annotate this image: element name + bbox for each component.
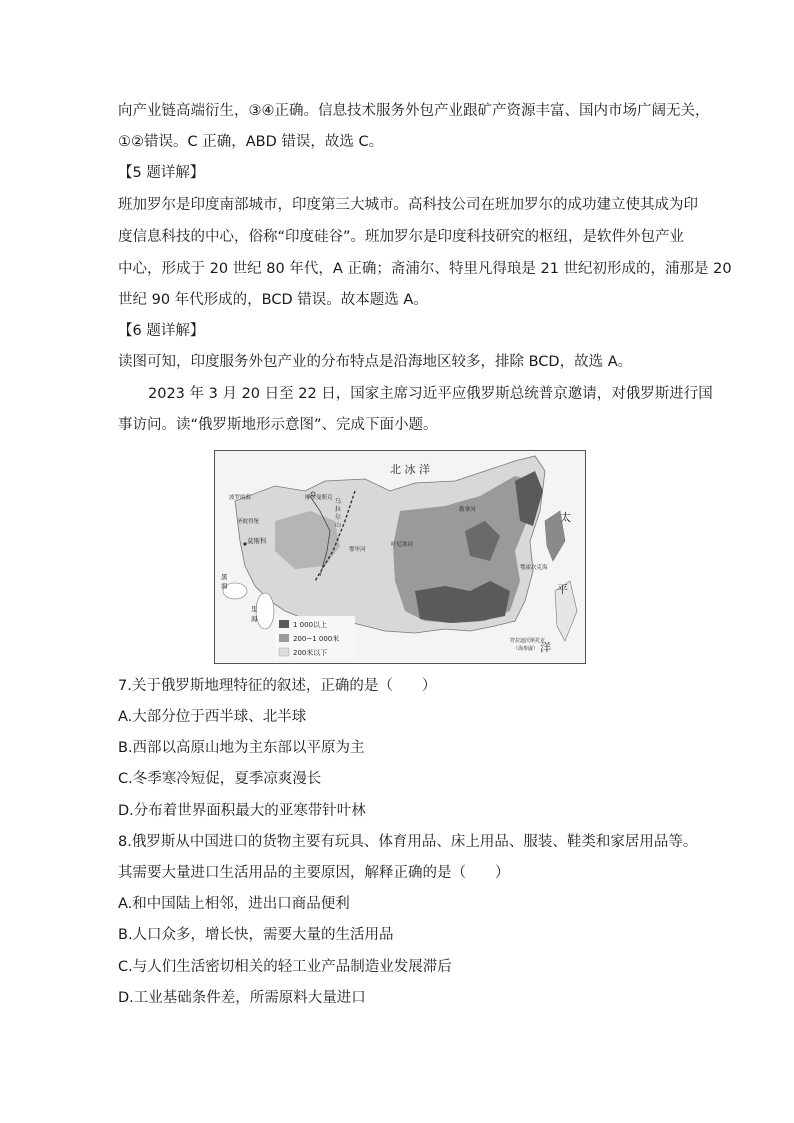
option-7a: A.大部分位于西半球、北半球 — [118, 709, 307, 725]
text-line: 班加罗尔是印度南部城市，印度第三大城市。高科技公司在班加罗尔的成功建立使其成为印 — [118, 197, 698, 213]
label-vladivostok-1: 符拉迪沃斯托克 — [510, 638, 546, 644]
option-8c: C.与人们生活密切相关的轻工业产品制造业发展滞后 — [118, 959, 452, 975]
legend-swatch-low — [279, 648, 289, 656]
text-line: 度信息科技的中心，俗称“印度硅谷”。班加罗尔是印度科技研究的枢纽，是软件外包产业 — [118, 229, 685, 245]
label-ural-3: 尔 — [335, 514, 342, 521]
legend-label-mid: 200~1 000米 — [293, 635, 340, 643]
text-line: 中心，形成于 20 世纪 80 年代，A 正确；斋浦尔、特里凡得琅是 21 世纪初形成的，浦那是 20 — [118, 261, 732, 277]
section-heading-q6: 【6 题详解】 — [118, 323, 205, 339]
legend-swatch-high — [279, 620, 289, 628]
question-7: 7.关于俄罗斯地理特征的叙述，正确的是（ ） — [118, 678, 437, 694]
text-line: 向产业链高端衍生，③④正确。信息技术服务外包产业跟矿产资源丰富、国内市场广阔无关， — [118, 103, 710, 119]
question-8-cont: 其需要大量进口生活用品的主要原因，解释正确的是（ ） — [118, 865, 510, 881]
label-baltic: 波罗的海 — [229, 495, 252, 501]
label-vladivostok-2: （海参崴） — [513, 646, 539, 652]
label-pacific-1: 太 — [560, 511, 571, 524]
label-ural-1: 乌 — [335, 498, 342, 505]
intro-line: 事访问。读“俄罗斯地形示意图”、完成下面小题。 — [118, 417, 438, 433]
label-yenisei-river: 叶尼塞河 — [391, 542, 414, 548]
label-ural-4: 山 — [335, 522, 342, 529]
label-arctic-ocean: 北 冰 洋 — [390, 463, 430, 476]
label-pacific-2: 平 — [557, 583, 568, 596]
text-line: ①②错误。C 正确，ABD 错误，故选 C。 — [118, 134, 384, 150]
label-lena-river: 勒拿河 — [459, 507, 476, 513]
label-moscow: 莫斯科 — [247, 537, 267, 545]
section-heading-q5: 【5 题详解】 — [118, 165, 205, 181]
legend-label-low: 200米以下 — [293, 649, 328, 657]
label-st-petersburg: 圣彼得堡 — [237, 519, 260, 525]
label-black-sea-1: 黑 — [221, 573, 228, 581]
option-8a: A.和中国陆上相邻，进出口商品便利 — [118, 896, 350, 912]
option-7d: D.分布着世界面积最大的亚寒带针叶林 — [118, 803, 366, 819]
label-black-sea-2: 海 — [221, 582, 228, 590]
label-caspian-2: 海 — [251, 615, 258, 623]
label-ob-river: 鄂毕河 — [349, 547, 366, 553]
option-8d: D.工业基础条件差，所需原料大量进口 — [118, 990, 366, 1006]
russia-terrain-map — [214, 450, 586, 664]
question-8: 8.俄罗斯从中国进口的货物主要有玩具、体育用品、床上用品、服装、鞋类和家居用品等。 — [118, 834, 698, 850]
intro-line: 2023 年 3 月 20 日至 22 日，国家主席习近平应俄罗斯总统普京邀请，对俄罗斯进行国 — [148, 386, 713, 402]
text-line: 世纪 90 年代形成的，BCD 错误。故本题选 A。 — [118, 292, 428, 308]
label-pacific-3: 洋 — [540, 641, 551, 654]
option-8b: B.人口众多，增长快，需要大量的生活用品 — [118, 927, 394, 943]
label-murmansk: 摩尔曼斯克 — [305, 495, 333, 501]
text-line: 读图可知，印度服务外包产业的分布特点是沿海地区较多，排除 BCD，故选 A。 — [118, 354, 633, 370]
label-okhotsk-sea: 鄂霍次克海 — [520, 565, 548, 571]
legend-label-high: 1 000以上 — [293, 621, 328, 629]
label-ural-2: 拉 — [335, 506, 342, 513]
legend-swatch-mid — [279, 634, 289, 642]
option-7b: B.西部以高原山地为主东部以平原为主 — [118, 740, 365, 756]
option-7c: C.冬季寒冷短促，夏季凉爽漫长 — [118, 771, 322, 787]
label-caspian-1: 里 — [251, 605, 258, 613]
